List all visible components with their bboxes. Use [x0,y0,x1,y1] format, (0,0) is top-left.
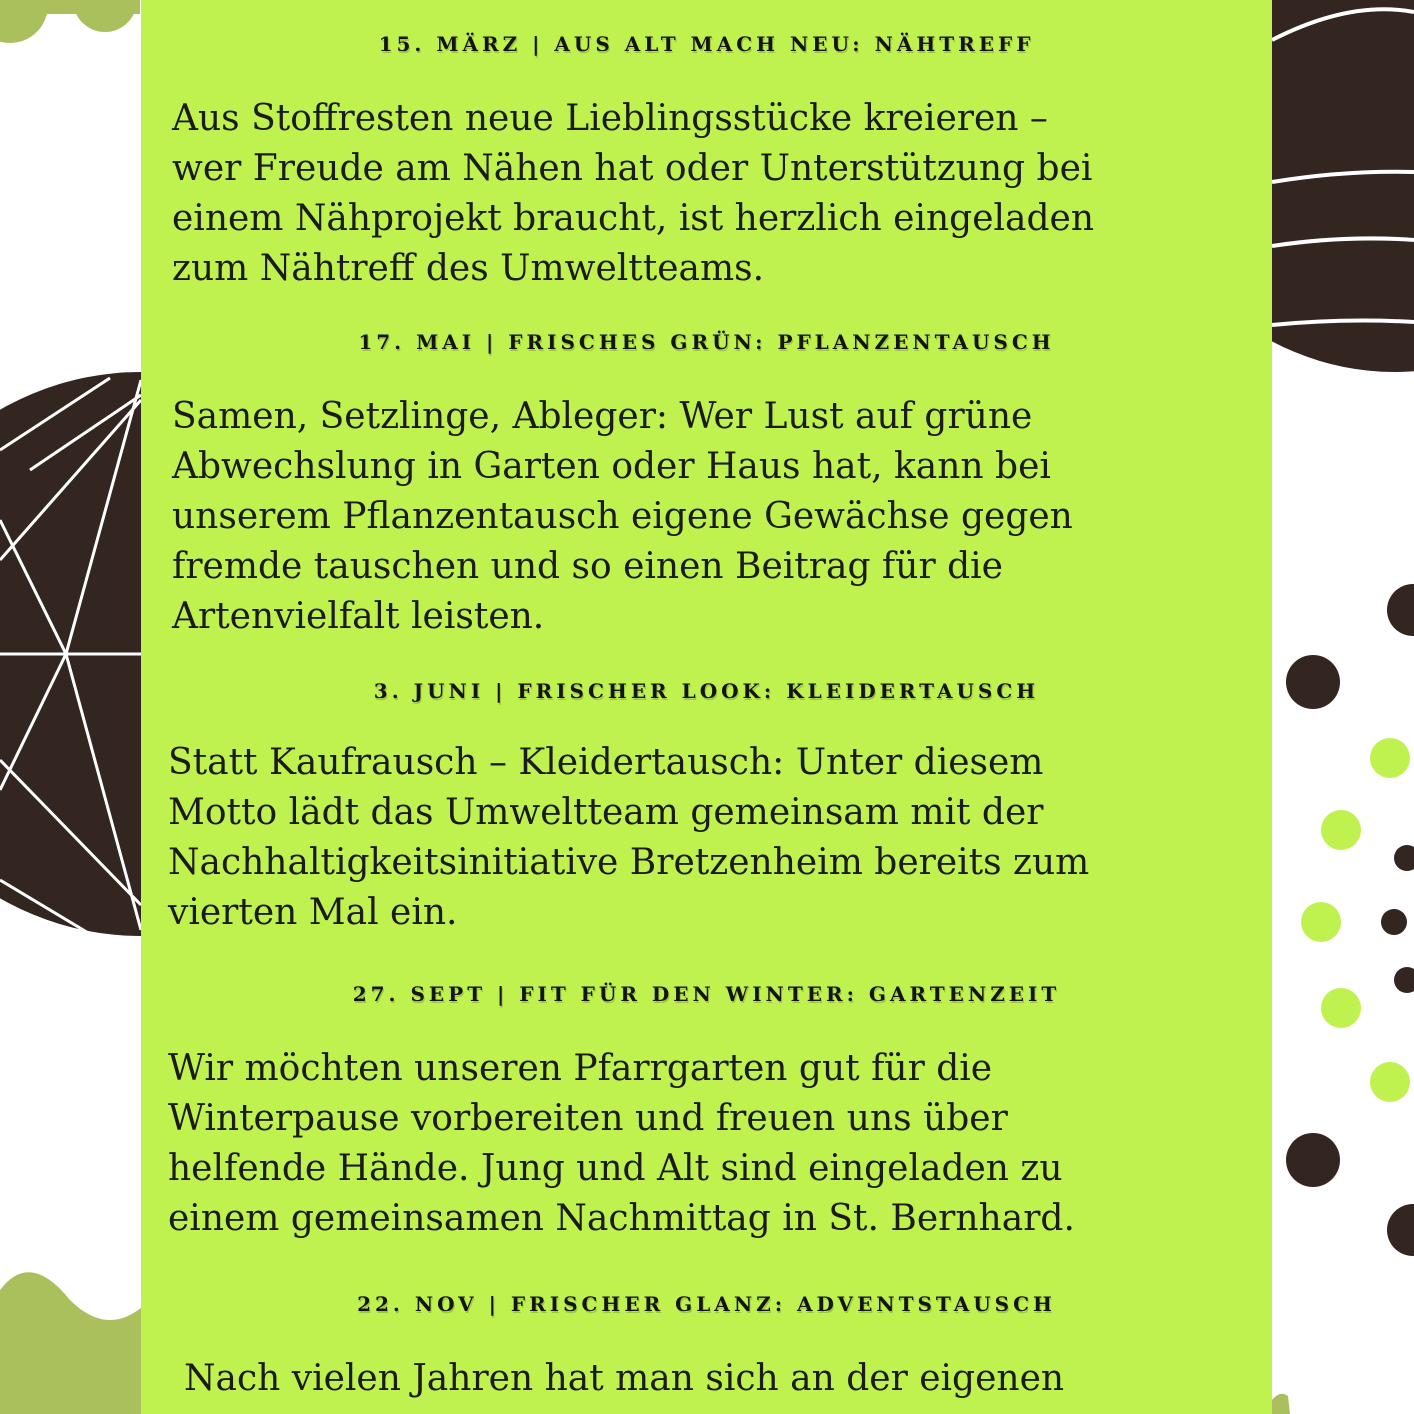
description-line: vierten Mal ein. [168,892,458,933]
event-heading-adventstausch: 22. NOV | FRISCHER GLANZ: ADVENTSTAUSCH [357,1292,1056,1316]
event-description-pflanzentausch [172,392,1252,642]
description-line: Winterpause vorbereiten und freuen uns über [168,1098,1008,1139]
event-heading-gartenzeit: 27. SEPT | FIT FÜR DEN WINTER: GARTENZEIT [352,982,1061,1006]
description-line: Artenvielfalt leisten. [172,596,545,637]
description-line: Aus Stoffresten neue Lieblingsstücke kreieren – [172,98,1048,139]
description-line: unserem Pflanzentausch eigene Gewächse gegen [172,496,1073,537]
event-description-gartenzeit [168,1044,1248,1244]
description-line: Statt Kaufrausch – Kleidertausch: Unter diesem [168,742,1044,783]
description-line: Samen, Setzlinge, Ableger: Wer Lust auf grüne [172,396,1033,437]
description-line: einem gemeinsamen Nachmittag in St. Bernhard. [168,1198,1075,1239]
description-line: einem Nähprojekt braucht, ist herzlich eingeladen [172,198,1095,239]
event-description-kleidertausch [168,738,1248,938]
bottom-right-blob-shape [1272,1394,1290,1414]
description-line: Abwechslung in Garten oder Haus hat, kann bei [172,446,1051,487]
description-line: Nachhaltigkeitsinitiative Bretzenheim bereits zum [168,842,1090,883]
description-line: Nach vielen Jahren hat man sich an der eigenen [184,1358,1065,1399]
event-description-nahtreff [172,94,1252,294]
top-left-blob-shape [0,0,140,43]
event-heading-kleidertausch: 3. JUNI | FRISCHER LOOK: KLEIDERTAUSCH [373,679,1040,703]
event-heading-pflanzentausch: 17. MAI | FRISCHES GRÜN: PFLANZENTAUSCH [358,330,1055,354]
description-line: helfende Hände. Jung und Alt sind eingeladen zu [168,1148,1063,1189]
description-line: Motto lädt das Umweltteam gemeinsam mit der [168,792,1044,833]
description-line: Wir möchten unseren Pfarrgarten gut für die [168,1048,993,1089]
event-description-adventstausch [184,1354,1264,1404]
description-line: wer Freude am Nähen hat oder Unterstützung bei [172,148,1093,189]
event-heading-nahtreff: 15. MÄRZ | AUS ALT MACH NEU: NÄHTREFF [378,32,1035,56]
description-line: zum Nähtreff des Umweltteams. [172,248,765,289]
description-line: fremde tauschen und so einen Beitrag für die [172,546,1003,587]
